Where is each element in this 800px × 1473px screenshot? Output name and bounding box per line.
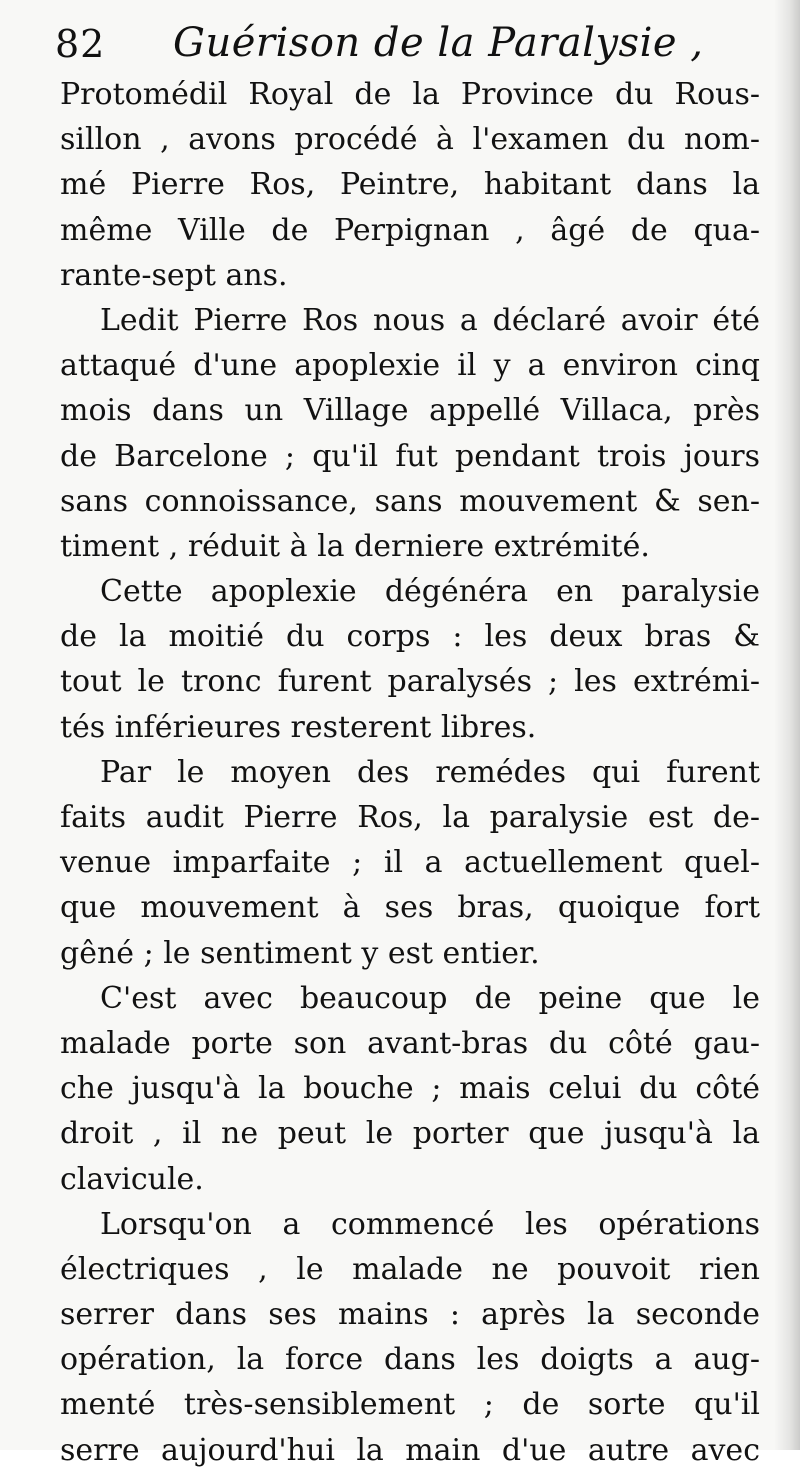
text-line: faits audit Pierre Ros, la paralysie est de-: [60, 800, 760, 835]
text-line: che jusqu'à la bouche ; mais celui du côté: [60, 1071, 760, 1107]
text-line: Lorsqu'on a commencé les opérations: [100, 1206, 760, 1242]
text-line: clavicule.: [60, 1161, 204, 1197]
text-line: menté très-sensiblement ; de sorte qu'il: [60, 1387, 760, 1423]
text-line: serre aujourd'hui la main d'ue autre avec: [60, 1432, 760, 1468]
text-line: serrer dans ses mains : après la seconde: [60, 1297, 760, 1333]
text-line: que mouvement à ses bras, quoique fort: [60, 890, 760, 926]
text-line: rante-sept ans.: [60, 257, 288, 293]
page-header: [55, 18, 775, 78]
text-line: timent , réduit à la derniere extrémité.: [60, 528, 650, 564]
text-line: tout le tronc furent paralysés ; les extrémi-: [60, 664, 760, 700]
text-line: de Barcelone ; qu'il fut pendant trois jours: [60, 438, 760, 474]
text-line: C'est avec beaucoup de peine que le: [100, 980, 760, 1016]
body-text: [60, 72, 760, 1473]
text-line: même Ville de Perpignan , âgé de qua-: [60, 212, 760, 248]
text-line: de la moitié du corps : les deux bras &: [60, 619, 760, 655]
page-number: 82: [55, 22, 106, 66]
text-line: opération, la force dans les doigts a aug-: [60, 1342, 760, 1378]
text-line: gêné ; le sentiment y est entier.: [60, 935, 540, 971]
text-line: tés inférieures resterent libres.: [60, 709, 537, 745]
text-line: attaqué d'une apoplexie il y a environ cinq: [60, 348, 760, 384]
text-line: Par le moyen des remédes qui furent: [100, 754, 760, 790]
text-line: venue imparfaite ; il a actuellement quel-: [60, 845, 760, 881]
text-line: électriques , le malade ne pouvoit rien: [60, 1251, 760, 1287]
text-line: Cette apoplexie dégénéra en paralysie: [100, 574, 760, 610]
text-line: Protomédil Royal de la Province du Rous-: [60, 77, 760, 112]
page-edge-shadow: [774, 0, 800, 1450]
text-line: sans connoissance, sans mouvement & sen-: [60, 483, 760, 519]
text-line: droit , il ne peut le porter que jusqu'à la: [60, 1116, 760, 1152]
text-line: sillon , avons procédé à l'examen du nom-: [60, 122, 760, 158]
running-title: Guérison de la Paralysie ,: [173, 20, 704, 66]
text-line: Ledit Pierre Ros nous a déclaré avoir été: [100, 302, 760, 338]
text-line: mé Pierre Ros, Peintre, habitant dans la: [60, 167, 760, 203]
text-line: malade porte son avant-bras du côté gau-: [60, 1025, 760, 1061]
text-line: mois dans un Village appellé Villaca, près: [60, 393, 760, 429]
